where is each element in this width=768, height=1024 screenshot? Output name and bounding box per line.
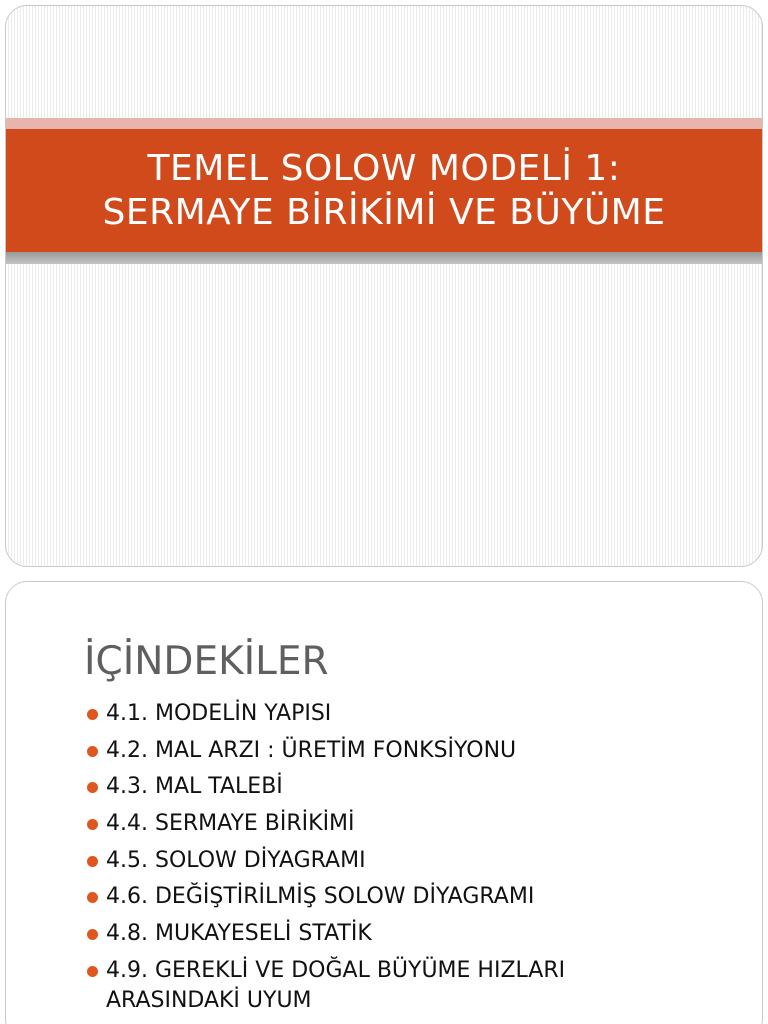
toc-item [84, 809, 704, 839]
toc-item [84, 846, 704, 876]
toc-item-label: 4.5. SOLOW DİYAGRAMI [106, 847, 366, 873]
title-slide [5, 5, 763, 567]
contents-heading: İÇİNDEKİLER [84, 639, 329, 684]
toc-item-label: 4.6. DEĞİŞTİRİLMİŞ SOLOW DİYAGRAMI [106, 884, 535, 910]
toc-item [84, 919, 704, 949]
toc-item-label: 4.9. GEREKLİ VE DOĞAL BÜYÜME HIZLARI ARASINDAKİ UYUM [106, 957, 566, 1013]
toc-item-label: 4.8. MUKAYESELİ STATİK [106, 921, 372, 947]
bullet-dot-icon [87, 966, 98, 977]
bullet-dot-icon [87, 709, 98, 720]
toc-item [84, 699, 704, 729]
toc-item [84, 736, 704, 766]
accent-stripe [6, 118, 762, 129]
bullet-dot-icon [87, 929, 98, 940]
slide-title-line-1: TEMEL SOLOW MODELİ 1: [147, 147, 621, 189]
table-of-contents [84, 699, 704, 1023]
toc-item-label: 4.1. MODELİN YAPISI [106, 701, 332, 726]
toc-item-label: 4.2. MAL ARZI : ÜRETİM FONKSİYONU [106, 737, 517, 763]
bullet-dot-icon [87, 892, 98, 903]
toc-item [84, 882, 704, 912]
toc-item [84, 772, 704, 802]
toc-item-label: 4.4. SERMAYE BİRİKİMİ [106, 811, 355, 837]
bullet-dot-icon [87, 746, 98, 757]
bullet-dot-icon [87, 819, 98, 830]
bullet-dot-icon [87, 856, 98, 867]
contents-slide [5, 581, 763, 1024]
bullet-dot-icon [87, 782, 98, 793]
shadow-stripe [6, 252, 762, 264]
toc-item-label: 4.3. MAL TALEBİ [106, 774, 283, 800]
title-banner [6, 129, 762, 252]
slide-title-line-2: SERMAYE BİRİKİMİ VE BÜYÜME [102, 191, 666, 233]
toc-item [84, 956, 704, 1016]
